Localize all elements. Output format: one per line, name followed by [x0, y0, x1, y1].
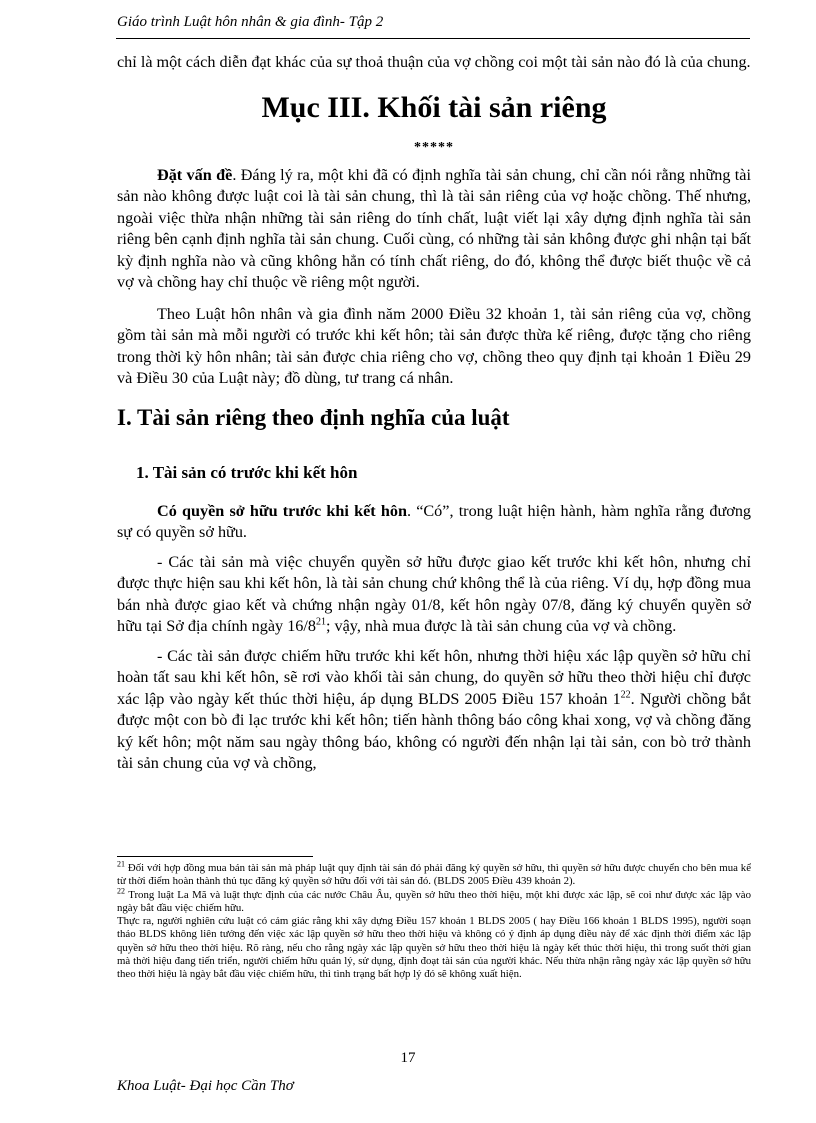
running-header: Giáo trình Luật hôn nhân & gia đình- Tập 2: [117, 14, 384, 30]
heading-level-2: 1. Tài sản có trước khi kết hôn: [136, 462, 358, 482]
footnote-text: Đối với hợp đồng mua bán tài sản mà pháp luật quy định tài sản đó phải đăng ký quyền sở hữu, thì quyền sở hữu được chuyển cho bên mua kể từ thời điểm hoàn thành thủ tục đăng ký quyền sở hữu đối với tài sản đó. (BLDS 2005 Điều 439 khoản 2).: [117, 862, 751, 888]
footnote-22-continued: Thực ra, người nghiên cứu luật có cảm giác rằng khi xây dựng Điều 157 khoản 1 BLDS 2005 ( hay Điều 166 khoản 1 BLDS 1995), người soạn thảo BLDS không liên tưởng đến việc xác lập quyền sở hữu theo thời hiệu và không có ý định áp dụng điều này để xác định thời điểm xác lập quyền sở hữu theo thời hiệu. Rõ ràng, nếu cho rằng ngày xác lập quyền sở hữu theo thời hiệu là ngày kết thúc thời hiệu, thì trong suốt thời gian mà thời hiệu đang tiến triển, người chiếm hữu quản lý, sử dụng, định đoạt tài sản của người khác. Nếu thừa nhận rằng ngày xác lập quyền sở hữu theo thời hiệu là ngày bắt đầu việc chiếm hữu, thì tình trạng bất hợp lý đó sẽ không xuất hiện.: [117, 915, 751, 981]
footnote-ref-21[interactable]: 21: [315, 616, 326, 628]
paragraph-problem-statement: [117, 165, 751, 294]
footnote-21: [117, 859, 751, 889]
paragraph-ownership: [117, 501, 751, 544]
footnote-22: [117, 886, 751, 916]
continued-paragraph: chỉ là một cách diễn đạt khác của sự thoả thuận của vợ chồng coi một tài sản nào đó là của chung.: [117, 53, 751, 71]
paragraph-text: ; vậy, nhà mua được là tài sản chung của vợ và chồng.: [325, 617, 677, 635]
lead-term: Có quyền sở hữu trước khi kết hôn: [157, 501, 407, 520]
footnote-text: Trong luật La Mã và luật thực định của các nước Châu Âu, quyền sở hữu theo thời hiệu, một khi được xác lập, sẽ coi như được xác lập vào ngày bắt đầu việc chiếm hữu.: [117, 888, 751, 914]
paragraph-prescription: [117, 646, 751, 775]
page-body: [117, 52, 751, 775]
footnote-number: 21: [117, 859, 125, 869]
footnote-number: 22: [117, 886, 125, 895]
heading-level-1: I. Tài sản riêng theo định nghĩa của luật: [117, 404, 510, 430]
footnote-separator: [117, 856, 313, 857]
page-number: 17: [400, 1050, 416, 1066]
paragraph-law-reference: Theo Luật hôn nhân và gia đình năm 2000 Điều 32 khoản 1, tài sản riêng của vợ, chồng gồm tài sản mà mỗi người có trước khi kết hôn; tài sản được thừa kế riêng, được tặng cho riêng trong thời kỳ hôn nhân; tài sản được chia riêng cho vợ, chồng theo quy định tại khoản 1 Điều 29 và Điều 30 của Luật này; đồ dùng, tư trang cá nhân.: [117, 304, 751, 387]
paragraph-text: . Người chồng bắt được một con bò đi lạc trước khi kết hôn; tiến hành thông báo công khai xong, vợ và chồng đăng ký kết hôn; một năm sau ngày thông báo, không có người đến nhận lại tài sản, con bò trở thành tài sản chung của vợ và chồng,: [117, 689, 751, 772]
header-rule: [116, 38, 750, 39]
section-title: Mục III. Khối tài sản riêng: [261, 90, 607, 124]
paragraph-text: - Các tài sản được chiếm hữu trước khi kết hôn, nhưng thời hiệu xác lập quyền sở hữu chỉ hoàn tất sau khi kết hôn, sẽ rơi vào khối tài sản chung, do quyền sở hữu theo thời hiệu chỉ được xác lập vào ngày kết thúc thời hiệu, áp dụng BLDS 2005 Điều 157 khoản 1: [117, 646, 751, 708]
paragraph-text: - Các tài sản mà việc chuyển quyền sở hữu được giao kết trước khi kết hôn, nhưng chỉ được thực hiện sau khi kết hôn, là tài sản chung chứ không thể là của riêng. Ví dụ, hợp đồng mua bán nhà được giao kết và chứng nhận ngày 01/8, kết hôn ngày 07/8, đăng ký chuyển quyền sở hữu tại Sở địa chính ngày 16/8: [117, 552, 751, 635]
section-separator: *****: [414, 139, 454, 155]
paragraph-transfer: [117, 552, 751, 638]
footnotes: [117, 859, 751, 982]
running-footer: Khoa Luật- Đại học Cần Thơ: [117, 1078, 294, 1094]
paragraph-text: . Đáng lý ra, một khi đã có định nghĩa tài sản chung, chỉ cần nói rằng những tài sản nào không được luật coi là tài sản chung, thì là tài sản riêng của vợ hoặc chồng. Thế nhưng, ngoài việc thừa nhận những tài sản riêng do tính chất, luật viết lại xây dựng định nghĩa tài sản riêng bên cạnh định nghĩa tài sản chung. Cuối cùng, có những tài sản không được ghi nhận tại bất kỳ định nghĩa nào và cũng không hẳn có tính chất riêng, do đó, không thể được biết thuộc về cả vợ và chồng hay chỉ thuộc về riêng một người.: [117, 165, 751, 291]
footnote-ref-22[interactable]: 22: [620, 689, 631, 701]
paragraph-text: . “Có”, trong luật hiện hành, hàm nghĩa rằng đương sự có quyền sở hữu.: [117, 501, 752, 541]
lead-term: Đặt vấn đề: [157, 165, 233, 184]
